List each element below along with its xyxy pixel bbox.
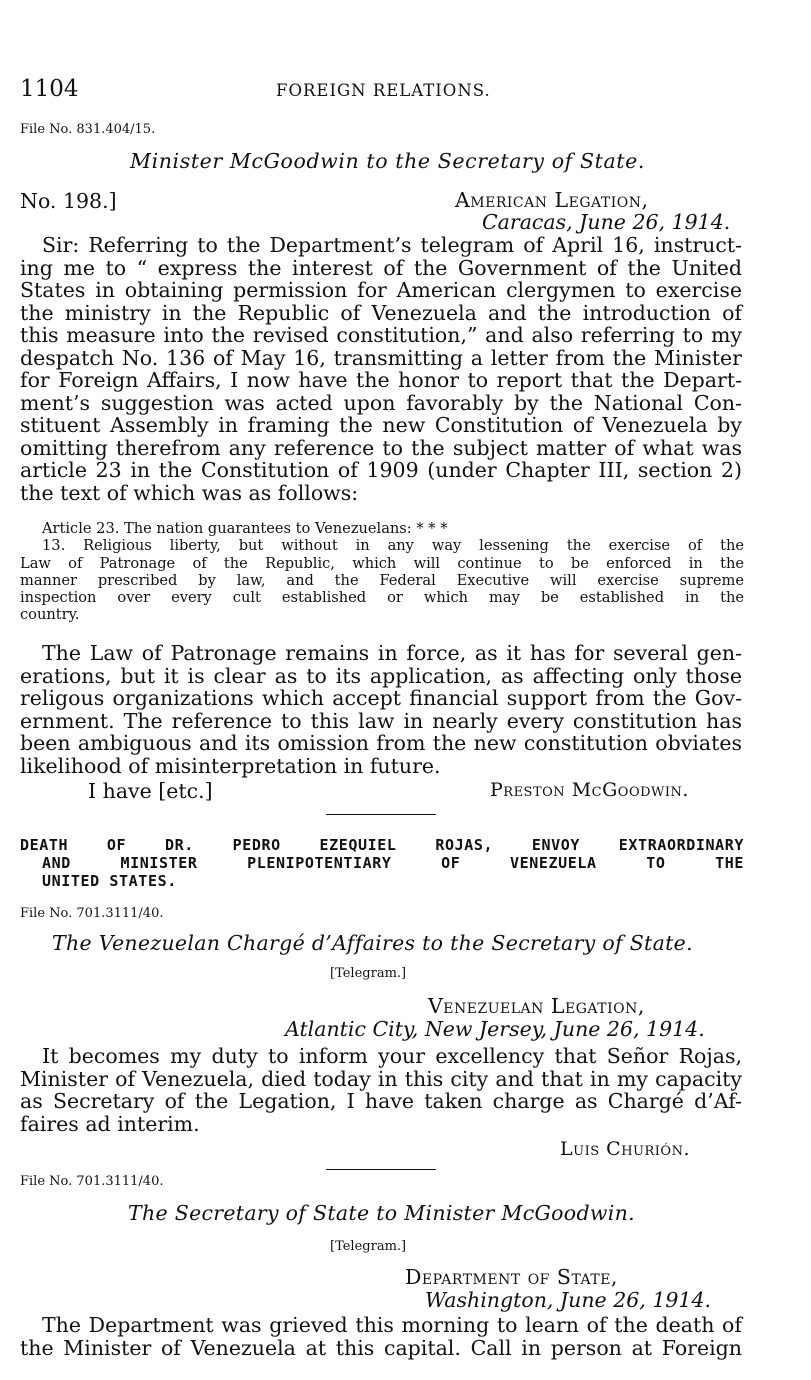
quote-line: Law of Patronage of the Republic, which will continue to be enforced in the bbox=[20, 554, 744, 572]
section-divider bbox=[326, 1169, 436, 1170]
body-line: the ministry in the Republic of Venezuela and the introduction of bbox=[20, 300, 742, 325]
body-line: omitting therefrom any reference to the subject matter of what was bbox=[20, 435, 742, 460]
signature: Preston McGoodwin. bbox=[490, 779, 689, 801]
body-line: States in obtaining permission for American clergymen to exercise bbox=[20, 278, 742, 302]
quoted-article bbox=[20, 520, 744, 624]
telegram-body bbox=[20, 1045, 742, 1135]
quote-line: manner prescribed by law, and the Federal Executive will exercise supreme bbox=[20, 571, 744, 589]
body-line: The Department was grieved this morning to learn of the death of bbox=[42, 1313, 742, 1337]
closing: I have [etc.] bbox=[88, 779, 213, 803]
body-line: ment’s suggestion was acted upon favorably by the National Con- bbox=[20, 390, 742, 415]
body-line: The Law of Patronage remains in force, as it has for several gen- bbox=[42, 641, 742, 665]
telegram-body bbox=[20, 1314, 742, 1359]
sender-place: Department of State, bbox=[405, 1265, 618, 1289]
body-line: as Secretary of the Legation, I have taken charge as Chargé d’Af- bbox=[20, 1089, 742, 1113]
body-line: been ambiguous and its omission from the new constitution obviates bbox=[20, 731, 742, 755]
sender-place: American Legation, bbox=[455, 188, 649, 212]
heading-line: UNITED STATES. bbox=[42, 872, 177, 890]
telegram-note: [Telegram.] bbox=[330, 966, 407, 981]
body-line: the text of which was as follows: bbox=[20, 480, 359, 505]
document-title: Minister McGoodwin to the Secretary of State. bbox=[130, 149, 645, 173]
quote-line: Article 23. The nation guarantees to Venezuelans: * * * bbox=[42, 520, 448, 537]
file-number: File No. 701.3111/40. bbox=[20, 906, 164, 921]
body-line: the Minister of Venezuela at this capital. Call in person at Foreign bbox=[20, 1335, 742, 1360]
body-line: this measure into the revised constitution,” and also referring to my bbox=[20, 323, 742, 347]
heading-line: AND MINISTER PLENIPOTENTIARY OF VENEZUELA TO THE bbox=[42, 854, 744, 872]
file-number: File No. 831.404/15. bbox=[20, 122, 156, 137]
document-title: The Venezuelan Chargé d’Affaires to the Secretary of State. bbox=[52, 931, 693, 955]
file-number: File No. 701.3111/40. bbox=[20, 1174, 164, 1189]
body-line: for Foreign Affairs, I now have the honor to report that the Depart- bbox=[20, 368, 742, 392]
section-divider bbox=[326, 814, 436, 815]
body-line: despatch No. 136 of May 16, transmitting a letter from the Minister bbox=[20, 345, 742, 370]
body-line: likelihood of misinterpretation in future. bbox=[20, 753, 441, 778]
body-line: erations, but it is clear as to its application, as affecting only those bbox=[20, 663, 742, 688]
dateline: Caracas, June 26, 1914. bbox=[482, 210, 731, 234]
body-line: ing me to “ express the interest of the Government of the United bbox=[20, 255, 742, 280]
sender-place: Venezuelan Legation, bbox=[428, 994, 645, 1018]
dateline: Washington, June 26, 1914. bbox=[425, 1288, 712, 1312]
quote-line: inspection over every cult established or which may be established in the bbox=[20, 589, 744, 607]
quote-line: 13. Religious liberty, but without in any way lessening the exercise of the bbox=[42, 537, 744, 555]
body-line: stituent Assembly in framing the new Constitution of Venezuela by bbox=[20, 413, 742, 437]
body-line: article 23 in the Constitution of 1909 (under Chapter III, section 2) bbox=[20, 458, 742, 482]
body-line: Sir: Referring to the Department’s telegram of April 16, instruct- bbox=[42, 233, 742, 257]
page-number: 1104 bbox=[20, 76, 79, 102]
despatch-number: No. 198.] bbox=[20, 189, 117, 213]
heading-line: DEATH OF DR. PEDRO EZEQUIEL ROJAS, ENVOY EXTRAORDINARY bbox=[20, 836, 744, 854]
letter-body bbox=[20, 234, 742, 504]
body-line: religous organizations which accept financial support from the Gov- bbox=[20, 686, 742, 710]
dateline: Atlantic City, New Jersey, June 26, 1914. bbox=[285, 1017, 705, 1041]
running-title: FOREIGN RELATIONS. bbox=[276, 81, 491, 100]
body-line: faires ad interim. bbox=[20, 1111, 200, 1136]
telegram-note: [Telegram.] bbox=[330, 1239, 407, 1254]
body-line: Minister of Venezuela, died today in this city and that in my capacity bbox=[20, 1066, 742, 1091]
document-title: The Secretary of State to Minister McGoodwin. bbox=[128, 1201, 635, 1225]
signature: Luis Churión. bbox=[560, 1138, 690, 1160]
body-line: ernment. The reference to this law in nearly every constitution has bbox=[20, 708, 742, 733]
letter-body-continued bbox=[20, 642, 742, 777]
quote-line: country. bbox=[20, 606, 80, 624]
body-line: It becomes my duty to inform your excellency that Señor Rojas, bbox=[42, 1044, 742, 1068]
section-heading bbox=[20, 836, 744, 890]
